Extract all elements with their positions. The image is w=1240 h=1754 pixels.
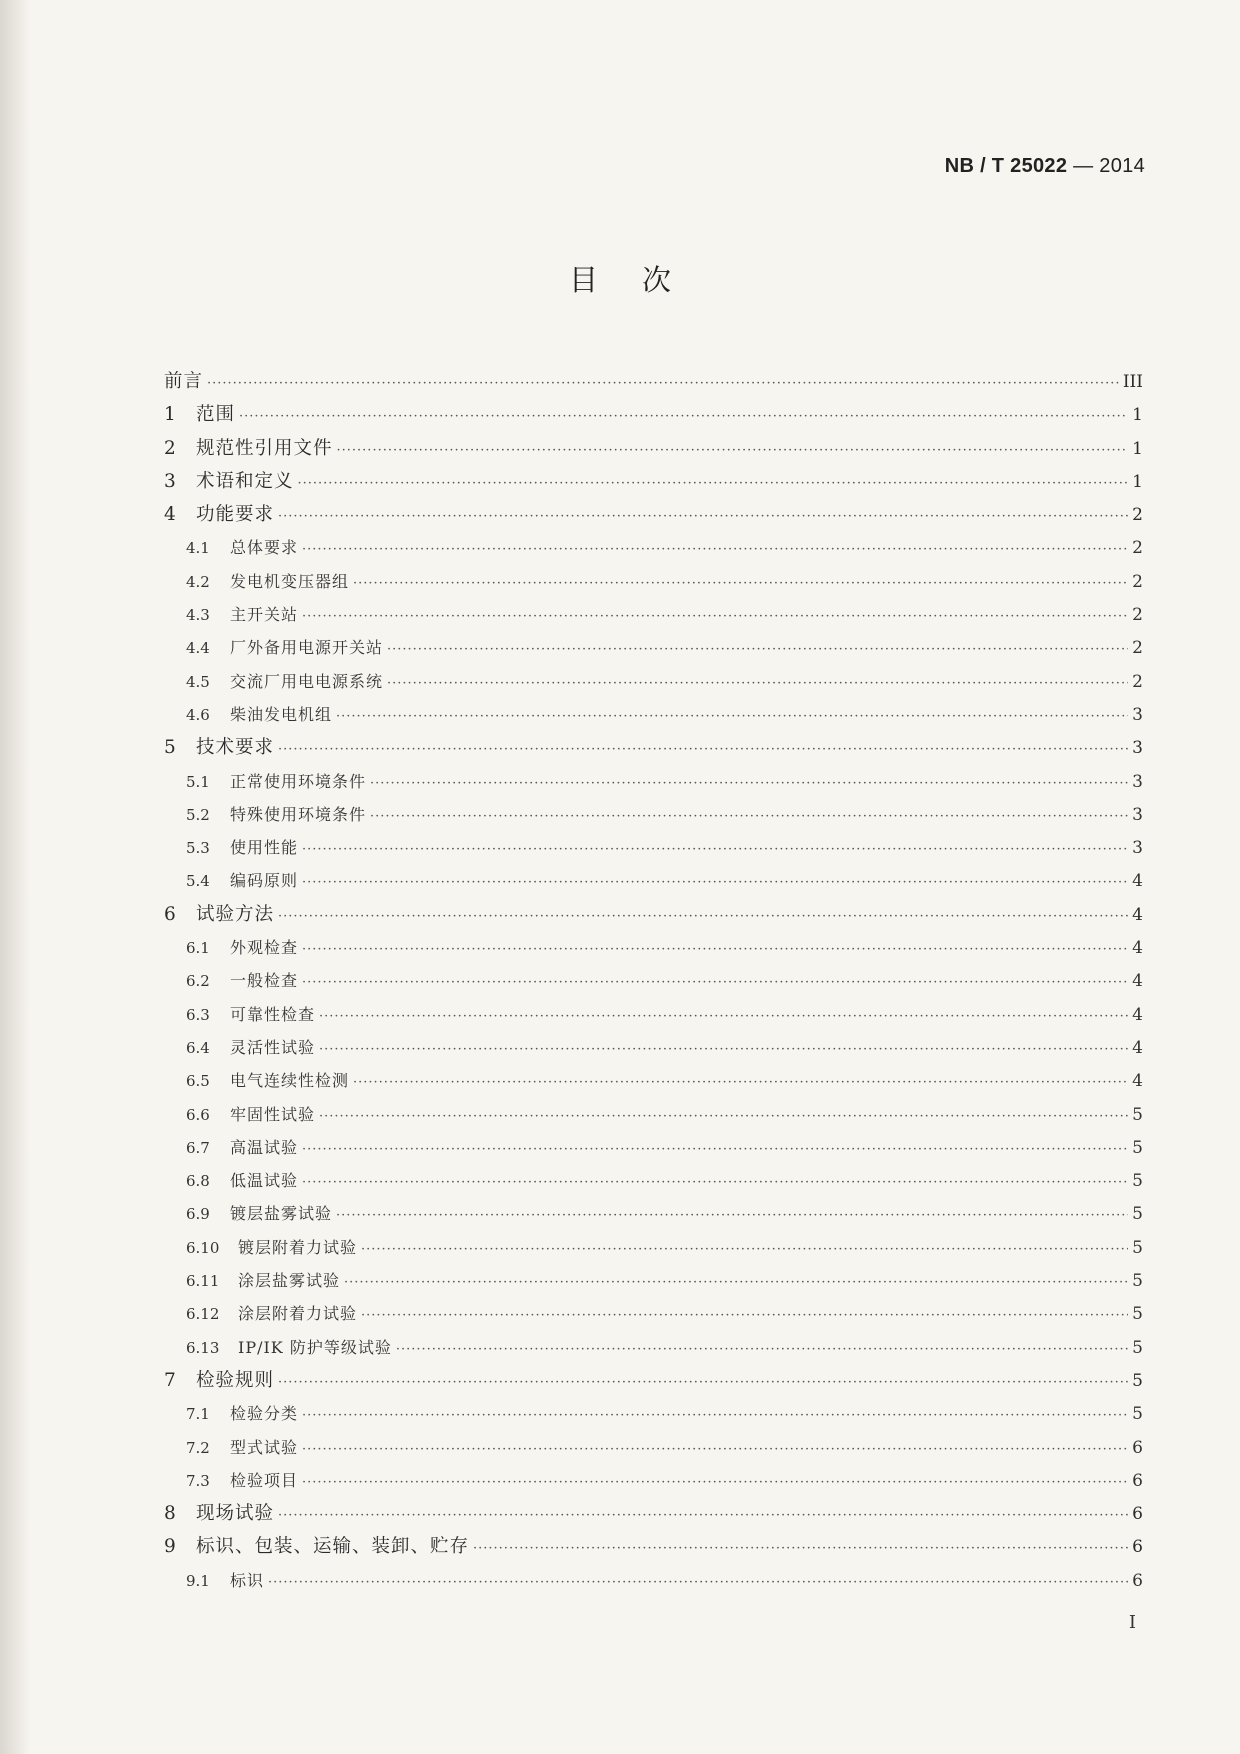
toc-entry-title: 功能要求 <box>196 504 275 526</box>
toc-entry-number: 1 <box>164 404 176 426</box>
toc-entry[interactable] <box>164 598 1143 631</box>
toc-entry-number: 5.1 <box>186 772 210 791</box>
toc-entry-title: 涂层盐雾试验 <box>238 1271 341 1291</box>
toc-entry-page: 5 <box>1132 1337 1143 1358</box>
toc-entry-number: 6.12 <box>186 1305 220 1324</box>
dot-leader <box>302 1466 1128 1499</box>
toc-entry-number: 4.3 <box>186 606 210 625</box>
toc-entry-page: 2 <box>1132 538 1143 559</box>
toc-entry-number: 9.1 <box>186 1571 210 1590</box>
toc-entry-number: 6.13 <box>186 1338 220 1357</box>
standard-code <box>945 155 1145 178</box>
dot-leader <box>302 833 1128 866</box>
dot-leader <box>370 800 1128 833</box>
dot-leader <box>344 1266 1128 1299</box>
toc-entry[interactable] <box>164 1031 1143 1064</box>
dot-leader <box>387 633 1128 666</box>
toc-entry-title: 柴油发电机组 <box>230 704 333 724</box>
toc-entry-page: 6 <box>1132 1537 1143 1558</box>
toc-entry-page: 2 <box>1132 605 1143 626</box>
toc-entry-title: 术语和定义 <box>196 470 294 492</box>
dot-leader <box>337 434 1129 467</box>
toc-entry-page: 3 <box>1132 771 1143 792</box>
toc-entry[interactable] <box>164 465 1143 498</box>
standard-year: — 2014 <box>1073 155 1145 177</box>
dot-leader <box>278 500 1128 533</box>
toc-entry-page: 4 <box>1132 871 1143 892</box>
toc-entry-page: 1 <box>1132 405 1143 426</box>
toc-entry-title: 交流厂用电电源系统 <box>230 671 384 691</box>
toc-entry-number: 6.6 <box>186 1105 210 1124</box>
toc-entry-title: 特殊使用环境条件 <box>230 804 367 824</box>
toc-entry-page: 4 <box>1132 1004 1143 1025</box>
toc-entry-title: 涂层附着力试验 <box>238 1304 358 1324</box>
dot-leader <box>473 1532 1128 1565</box>
toc-entry-title: 高温试验 <box>230 1137 299 1157</box>
toc-entry-number: 6.4 <box>186 1038 210 1057</box>
dot-leader <box>298 467 1129 500</box>
toc-entry-title: 总体要求 <box>230 538 299 558</box>
dot-leader <box>302 1433 1128 1466</box>
dot-leader <box>319 1100 1128 1133</box>
toc-entry-number: 5.2 <box>186 805 210 824</box>
toc-entry-page: 3 <box>1132 838 1143 859</box>
toc-entry-page: 5 <box>1132 1204 1143 1225</box>
toc-entry-page: 2 <box>1132 505 1143 526</box>
toc-entry-number: 2 <box>164 437 176 459</box>
standard-number: NB / T 25022 <box>944 155 1068 177</box>
toc-entry-number: 9 <box>164 1536 176 1558</box>
dot-leader <box>207 367 1119 400</box>
dot-leader <box>302 966 1128 999</box>
toc-entry[interactable] <box>164 931 1143 964</box>
toc-entry-number: 6 <box>164 903 176 925</box>
toc-entry[interactable] <box>164 1431 1143 1464</box>
toc-entry[interactable] <box>164 365 1143 398</box>
toc-entry-page: 5 <box>1132 1370 1143 1391</box>
toc-entry-page: 3 <box>1132 704 1143 725</box>
toc-entry-title: 标识 <box>230 1570 265 1590</box>
toc-entry-title: 使用性能 <box>230 838 299 858</box>
toc-entry-number: 6.3 <box>186 1005 210 1024</box>
dot-leader <box>361 1299 1128 1332</box>
toc-entry[interactable] <box>164 1564 1143 1597</box>
toc-entry-title: 编码原则 <box>230 871 299 891</box>
dot-leader <box>278 1499 1128 1532</box>
toc-entry-title: 可靠性检查 <box>230 1004 316 1024</box>
toc-entry[interactable] <box>164 398 1143 431</box>
toc-entry-title: 灵活性试验 <box>230 1037 316 1057</box>
dot-leader <box>319 1000 1128 1033</box>
dot-leader <box>387 667 1128 700</box>
table-of-contents <box>164 365 1143 1597</box>
toc-entry-page: 6 <box>1132 1437 1143 1458</box>
toc-entry-title: 范围 <box>196 404 236 426</box>
toc-entry[interactable] <box>164 1331 1143 1364</box>
toc-entry-page: 6 <box>1132 1570 1143 1591</box>
dot-leader <box>278 733 1128 766</box>
toc-entry-page: 2 <box>1132 571 1143 592</box>
dot-leader <box>370 767 1128 800</box>
toc-entry[interactable] <box>164 731 1143 764</box>
toc-entry[interactable] <box>164 964 1143 997</box>
toc-entry[interactable] <box>164 698 1143 731</box>
toc-entry-title: 镀层附着力试验 <box>238 1237 358 1257</box>
toc-entry-title: 电气连续性检测 <box>230 1071 350 1091</box>
toc-entry-number: 6.7 <box>186 1138 210 1157</box>
toc-entry-title: 现场试验 <box>196 1503 275 1525</box>
toc-entry[interactable] <box>164 1098 1143 1131</box>
toc-entry-number: 8 <box>164 1503 176 1525</box>
toc-entry-title: 低温试验 <box>230 1171 299 1191</box>
toc-entry-number: 6.9 <box>186 1205 210 1224</box>
toc-entry-page: 6 <box>1132 1504 1143 1525</box>
toc-entry-title: 主开关站 <box>230 605 299 625</box>
toc-entry[interactable] <box>164 665 1143 698</box>
dot-leader <box>302 1166 1128 1199</box>
toc-entry-number: 7.2 <box>186 1438 210 1457</box>
dot-leader <box>268 1566 1128 1599</box>
toc-entry-page: 4 <box>1132 971 1143 992</box>
dot-leader <box>319 1033 1128 1066</box>
toc-entry-number: 4.2 <box>186 572 210 591</box>
toc-entry-number: 4.1 <box>186 539 210 558</box>
dot-leader <box>302 600 1128 633</box>
dot-leader <box>353 567 1128 600</box>
toc-entry[interactable] <box>164 1530 1143 1563</box>
toc-entry-number: 6.11 <box>186 1272 220 1291</box>
toc-entry[interactable] <box>164 1131 1143 1164</box>
toc-entry-number: 5.4 <box>186 872 210 891</box>
toc-entry[interactable] <box>164 798 1143 831</box>
toc-entry-number: 3 <box>164 470 176 492</box>
toc-entry[interactable] <box>164 898 1143 931</box>
toc-entry[interactable] <box>164 531 1143 564</box>
dot-leader <box>396 1333 1128 1366</box>
toc-entry-title: 检验项目 <box>230 1470 299 1490</box>
toc-entry-number: 6.1 <box>186 939 210 958</box>
toc-entry[interactable] <box>164 1231 1143 1264</box>
toc-entry-page: 1 <box>1132 438 1143 459</box>
toc-entry-title: 镀层盐雾试验 <box>230 1204 333 1224</box>
toc-entry[interactable] <box>164 1164 1143 1197</box>
toc-entry-title: 前言 <box>164 371 204 392</box>
toc-entry[interactable] <box>164 1064 1143 1097</box>
toc-entry-page: 4 <box>1132 938 1143 959</box>
toc-entry-page: 5 <box>1132 1137 1143 1158</box>
toc-entry[interactable] <box>164 998 1143 1031</box>
toc-title: 目次 <box>568 263 715 297</box>
dot-leader <box>336 1199 1128 1232</box>
toc-entry-title: 外观检查 <box>230 938 299 958</box>
toc-entry[interactable] <box>164 1364 1143 1397</box>
toc-entry-number: 6.5 <box>186 1072 210 1091</box>
toc-entry-page: 5 <box>1132 1304 1143 1325</box>
dot-leader <box>336 700 1128 733</box>
toc-entry[interactable] <box>164 565 1143 598</box>
dot-leader <box>302 933 1128 966</box>
toc-entry-number: 6.10 <box>186 1238 220 1257</box>
toc-entry[interactable] <box>164 1397 1143 1430</box>
toc-entry-page: III <box>1122 372 1143 392</box>
toc-entry-number: 7.1 <box>186 1405 210 1424</box>
toc-entry-page: 2 <box>1132 671 1143 692</box>
toc-entry-page: 3 <box>1132 804 1143 825</box>
dot-leader <box>302 866 1128 899</box>
toc-entry-title: 检验分类 <box>230 1404 299 1424</box>
toc-entry-title: 正常使用环境条件 <box>230 771 367 791</box>
toc-entry[interactable] <box>164 1297 1143 1330</box>
toc-entry-page: 5 <box>1132 1404 1143 1425</box>
toc-entry[interactable] <box>164 498 1143 531</box>
page-number: I <box>1128 1612 1136 1633</box>
toc-entry-title: 牢固性试验 <box>230 1104 316 1124</box>
toc-entry-page: 5 <box>1132 1271 1143 1292</box>
toc-entry-page: 5 <box>1132 1237 1143 1258</box>
toc-entry-page: 5 <box>1132 1104 1143 1125</box>
toc-entry-title: 技术要求 <box>196 737 275 759</box>
toc-entry-page: 6 <box>1132 1470 1143 1491</box>
toc-entry-page: 1 <box>1132 471 1143 492</box>
toc-entry[interactable] <box>164 432 1143 465</box>
toc-entry-title: 标识、包装、运输、装卸、贮存 <box>196 1536 470 1558</box>
toc-entry-number: 5.3 <box>186 839 210 858</box>
toc-entry[interactable] <box>164 631 1143 664</box>
dot-leader <box>302 1399 1128 1432</box>
toc-entry-title: 检验规则 <box>196 1369 275 1391</box>
toc-entry-number: 7.3 <box>186 1471 210 1490</box>
toc-entry[interactable] <box>164 1264 1143 1297</box>
toc-entry-number: 6.2 <box>186 972 210 991</box>
toc-entry-page: 4 <box>1132 904 1143 925</box>
toc-entry[interactable] <box>164 864 1143 897</box>
toc-entry-page: 2 <box>1132 638 1143 659</box>
toc-entry[interactable] <box>164 765 1143 798</box>
toc-entry-number: 4.4 <box>186 639 210 658</box>
toc-entry-number: 4 <box>164 504 176 526</box>
toc-entry-page: 4 <box>1132 1071 1143 1092</box>
dot-leader <box>361 1233 1128 1266</box>
toc-entry-title: IP/IK 防护等级试验 <box>238 1337 392 1357</box>
dot-leader <box>302 1133 1128 1166</box>
dot-leader <box>278 900 1128 933</box>
dot-leader <box>302 533 1128 566</box>
toc-entry-number: 4.6 <box>186 705 210 724</box>
toc-entry-title: 规范性引用文件 <box>196 437 333 459</box>
toc-entry-page: 5 <box>1132 1171 1143 1192</box>
toc-entry-title: 厂外备用电源开关站 <box>230 638 384 658</box>
toc-entry-number: 5 <box>164 737 176 759</box>
toc-entry-title: 发电机变压器组 <box>230 571 350 591</box>
toc-entry-title: 型式试验 <box>230 1437 299 1457</box>
toc-entry-title: 试验方法 <box>196 903 275 925</box>
toc-entry-title: 一般检查 <box>230 971 299 991</box>
toc-entry-page: 4 <box>1132 1037 1143 1058</box>
toc-entry[interactable] <box>164 1497 1143 1530</box>
dot-leader <box>278 1366 1128 1399</box>
toc-entry-number: 4.5 <box>186 672 210 691</box>
toc-entry-page: 3 <box>1132 738 1143 759</box>
toc-entry[interactable] <box>164 1197 1143 1230</box>
dot-leader <box>353 1066 1128 1099</box>
dot-leader <box>239 400 1128 433</box>
toc-entry[interactable] <box>164 831 1143 864</box>
toc-entry-number: 6.8 <box>186 1172 210 1191</box>
toc-entry-number: 7 <box>164 1369 176 1391</box>
toc-entry[interactable] <box>164 1464 1143 1497</box>
